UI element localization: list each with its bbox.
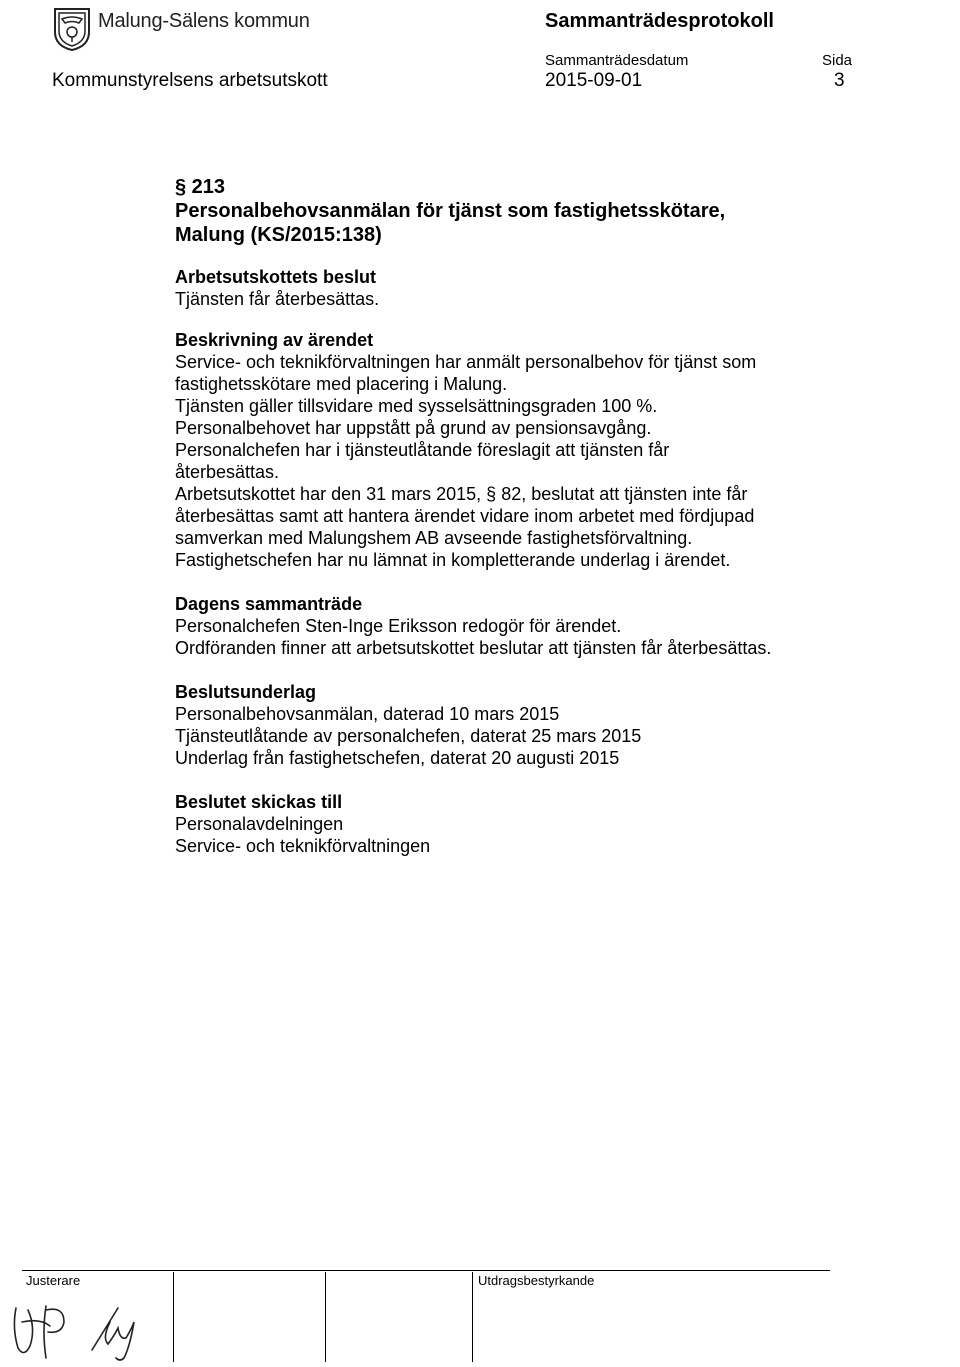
committee-name: Kommunstyrelsens arbetsutskott: [52, 70, 328, 91]
meeting-section: [175, 593, 895, 659]
decision-text: Tjänsten får återbesättas.: [175, 289, 380, 309]
description-p3-line-1: Personalchefen har i tjänsteutlåtande föreslagit att tjänsten får: [175, 440, 670, 460]
meeting-text: Personalchefen Sten-Inge Eriksson redogör för ärendet.: [175, 616, 622, 636]
column-divider: [173, 1272, 174, 1362]
description-p1-line-2: fastighetsskötare med placering i Malung.: [175, 374, 508, 394]
recipients-heading: Beslutet skickas till: [175, 792, 343, 812]
description-p3-line-2: återbesättas.: [175, 462, 280, 482]
basis-item: Personalbehovsanmälan, daterad 10 mars 2015: [175, 704, 560, 724]
description-p4-line-1: Arbetsutskottet har den 31 mars 2015, § 82, beslutat att tjänsten inte får: [175, 484, 748, 504]
recipients-section: [175, 791, 895, 857]
adjuster-label: Justerare: [26, 1273, 81, 1288]
description-p5: Fastighetschefen har nu lämnat in kompletterande underlag i ärendet.: [175, 550, 731, 570]
description-p4-line-3: samverkan med Malungshem AB avseende fastighetsförvaltning.: [175, 528, 693, 548]
page-number-label: Sida: [822, 52, 853, 69]
chair-statement: Ordföranden finner att arbetsutskottet beslutar att tjänsten får återbesättas.: [175, 638, 772, 658]
extract-certification-label: Utdragsbestyrkande: [478, 1273, 595, 1288]
footer-rule: [22, 1270, 830, 1271]
decision-section: [175, 266, 895, 310]
handwritten-signature: [6, 1288, 156, 1366]
decision-heading: Arbetsutskottets beslut: [175, 267, 377, 287]
signature-table: [0, 1260, 960, 1367]
description-section: [175, 329, 895, 571]
basis-item: Tjänsteutlåtande av personalchefen, daterat 25 mars 2015: [175, 726, 642, 746]
description-p2-line-2: Personalbehovet har uppstått på grund av pensionsavgång.: [175, 418, 652, 438]
description-p2-line-1: Tjänsten gäller tillsvidare med sysselsättningsgraden 100 %.: [175, 396, 658, 416]
municipal-coat-of-arms-icon: [52, 6, 92, 52]
page-number-value: 3: [834, 70, 845, 91]
column-divider: [472, 1272, 473, 1362]
description-p1-line-1: Service- och teknikförvaltningen har anmält personalbehov för tjänst som: [175, 352, 757, 372]
basis-item: Underlag från fastighetschefen, daterat 20 augusti 2015: [175, 748, 620, 768]
description-p4-line-2: återbesättas samt att hantera ärendet vidare inom arbetet med fördjupad: [175, 506, 755, 526]
item-title-line-1: Personalbehovsanmälan för tjänst som fastighetsskötare,: [175, 200, 726, 222]
recipient-item: Service- och teknikförvaltningen: [175, 836, 431, 856]
meeting-heading: Dagens sammanträde: [175, 594, 363, 614]
recipient-item: Personalavdelningen: [175, 814, 344, 834]
basis-heading: Beslutsunderlag: [175, 682, 317, 702]
basis-section: [175, 681, 895, 769]
item-number: § 213: [175, 176, 226, 198]
meeting-date-label: Sammanträdesdatum: [545, 52, 689, 69]
item-title-line-2: Malung (KS/2015:138): [175, 224, 382, 246]
description-heading: Beskrivning av ärendet: [175, 330, 374, 350]
organization-name: Malung-Sälens kommun: [98, 10, 310, 32]
protocol-item: [175, 175, 895, 857]
meeting-date-value: 2015-09-01: [545, 70, 643, 91]
column-divider: [325, 1272, 326, 1362]
document-type: Sammanträdesprotokoll: [545, 10, 774, 32]
